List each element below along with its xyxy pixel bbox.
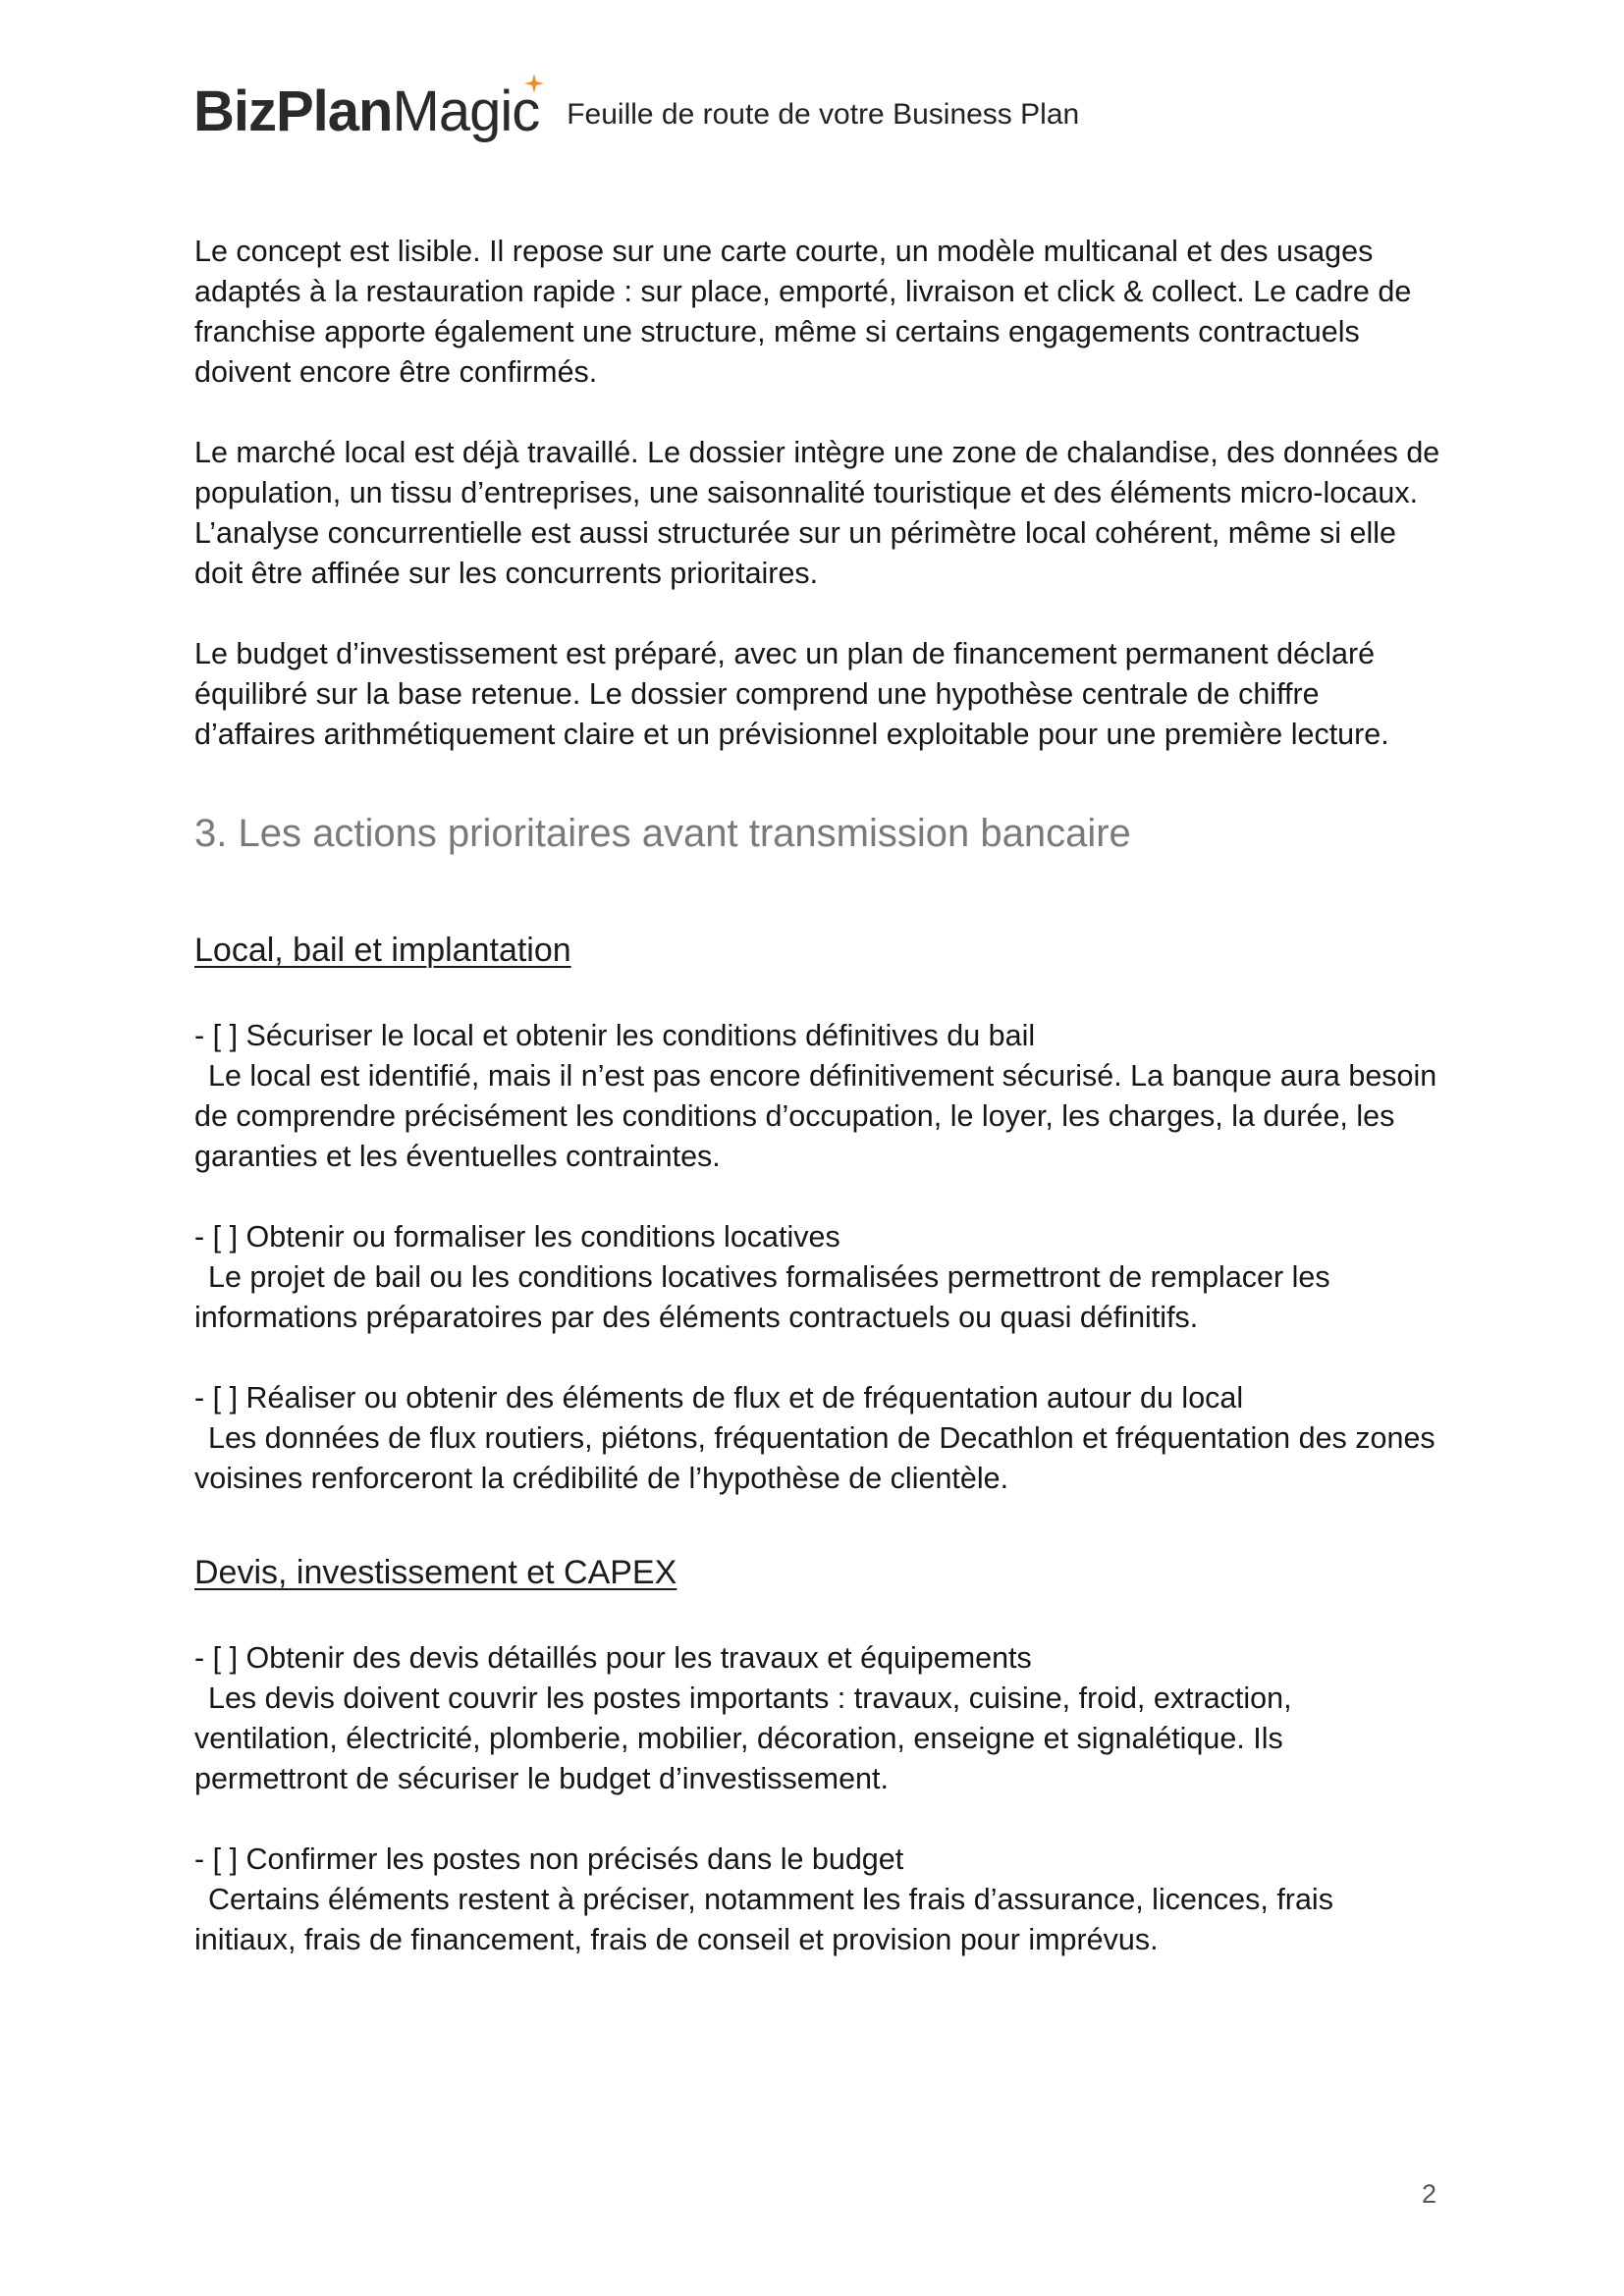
checklist-item bbox=[194, 1217, 1441, 1338]
section-title: 3. Les actions prioritaires avant transmission bancaire bbox=[194, 812, 1131, 855]
checklist-item bbox=[194, 1840, 1441, 1960]
checklist-item-head: - [ ] Confirmer les postes non précisés dans le budget bbox=[194, 1842, 904, 1876]
checklist-item-desc: Le projet de bail ou les conditions locatives formalisées permettront de remplacer les informations préparatoires par des éléments contractuels ou quasi définitifs. bbox=[194, 1260, 1330, 1334]
checklist-item-desc: Le local est identifié, mais il n’est pas encore définitivement sécurisé. La banque aura besoin de comprendre précisément les conditions d’occupation, le loyer, les charges, la durée, les garanties et les éventuelles contraintes. bbox=[194, 1059, 1437, 1173]
checklist-item-head: - [ ] Obtenir ou formaliser les conditions locatives bbox=[194, 1220, 840, 1254]
page-number: 2 bbox=[1422, 2179, 1437, 2209]
subsection-title-local: Local, bail et implantation bbox=[194, 932, 571, 969]
header-subtitle: Feuille de route de votre Business Plan bbox=[567, 98, 1080, 131]
paragraph-concept: Le concept est lisible. Il repose sur une carte courte, un modèle multicanal et des usages adaptés à la restauration rapide : sur place, emporté, livraison et click & collect. Le cadre de franchise apporte également une structure, même si certains engagements contractuels doivent encore être confirmés. bbox=[194, 235, 1412, 389]
checklist-item-desc: Les devis doivent couvrir les postes importants : travaux, cuisine, froid, extraction, ventilation, électricité, plomberie, mobilier, décoration, enseigne et signalétique. Ils permettront de sécuriser le budget d’investissement. bbox=[194, 1682, 1292, 1795]
checklist-item bbox=[194, 1016, 1441, 1177]
logo-text-magic: Magic bbox=[392, 80, 540, 143]
checklist-item bbox=[194, 1378, 1441, 1499]
document-body bbox=[194, 232, 1441, 1960]
paragraph-budget: Le budget d’investissement est préparé, avec un plan de financement permanent déclaré équilibré sur la base retenue. Le dossier comprend une hypothèse centrale de chiffre d’affaires arithmétiquement claire et un prévisionnel exploitable pour une première lecture. bbox=[194, 637, 1389, 751]
paragraph-market: Le marché local est déjà travaillé. Le dossier intègre une zone de chalandise, des données de population, un tissu d’entreprises, une saisonnalité touristique et des éléments micro-locaux. L’analyse concurrentielle est aussi structurée sur un périmètre local cohérent, même si elle doit être affinée sur les concurrents prioritaires. bbox=[194, 436, 1440, 590]
document-header bbox=[193, 77, 1079, 147]
bizplanmagic-logo bbox=[193, 77, 539, 147]
checklist-item-desc: Certains éléments restent à préciser, notamment les frais d’assurance, licences, frais initiaux, frais de financement, frais de conseil et provision pour imprévus. bbox=[194, 1883, 1333, 1956]
subsection-title-devis: Devis, investissement et CAPEX bbox=[194, 1554, 677, 1591]
checklist-item-head: - [ ] Sécuriser le local et obtenir les conditions définitives du bail bbox=[194, 1019, 1036, 1052]
logo-text-bizplan: BizPlan bbox=[193, 80, 393, 143]
checklist-item-head: - [ ] Obtenir des devis détaillés pour les travaux et équipements bbox=[194, 1641, 1032, 1675]
checklist-item-head: - [ ] Réaliser ou obtenir des éléments de flux et de fréquentation autour du local bbox=[194, 1381, 1244, 1415]
sparkle-icon bbox=[523, 73, 545, 94]
checklist-item bbox=[194, 1638, 1441, 1799]
checklist-item-desc: Les données de flux routiers, piétons, fréquentation de Decathlon et fréquentation des zones voisines renforceront la crédibilité de l’hypothèse de clientèle. bbox=[194, 1421, 1435, 1495]
